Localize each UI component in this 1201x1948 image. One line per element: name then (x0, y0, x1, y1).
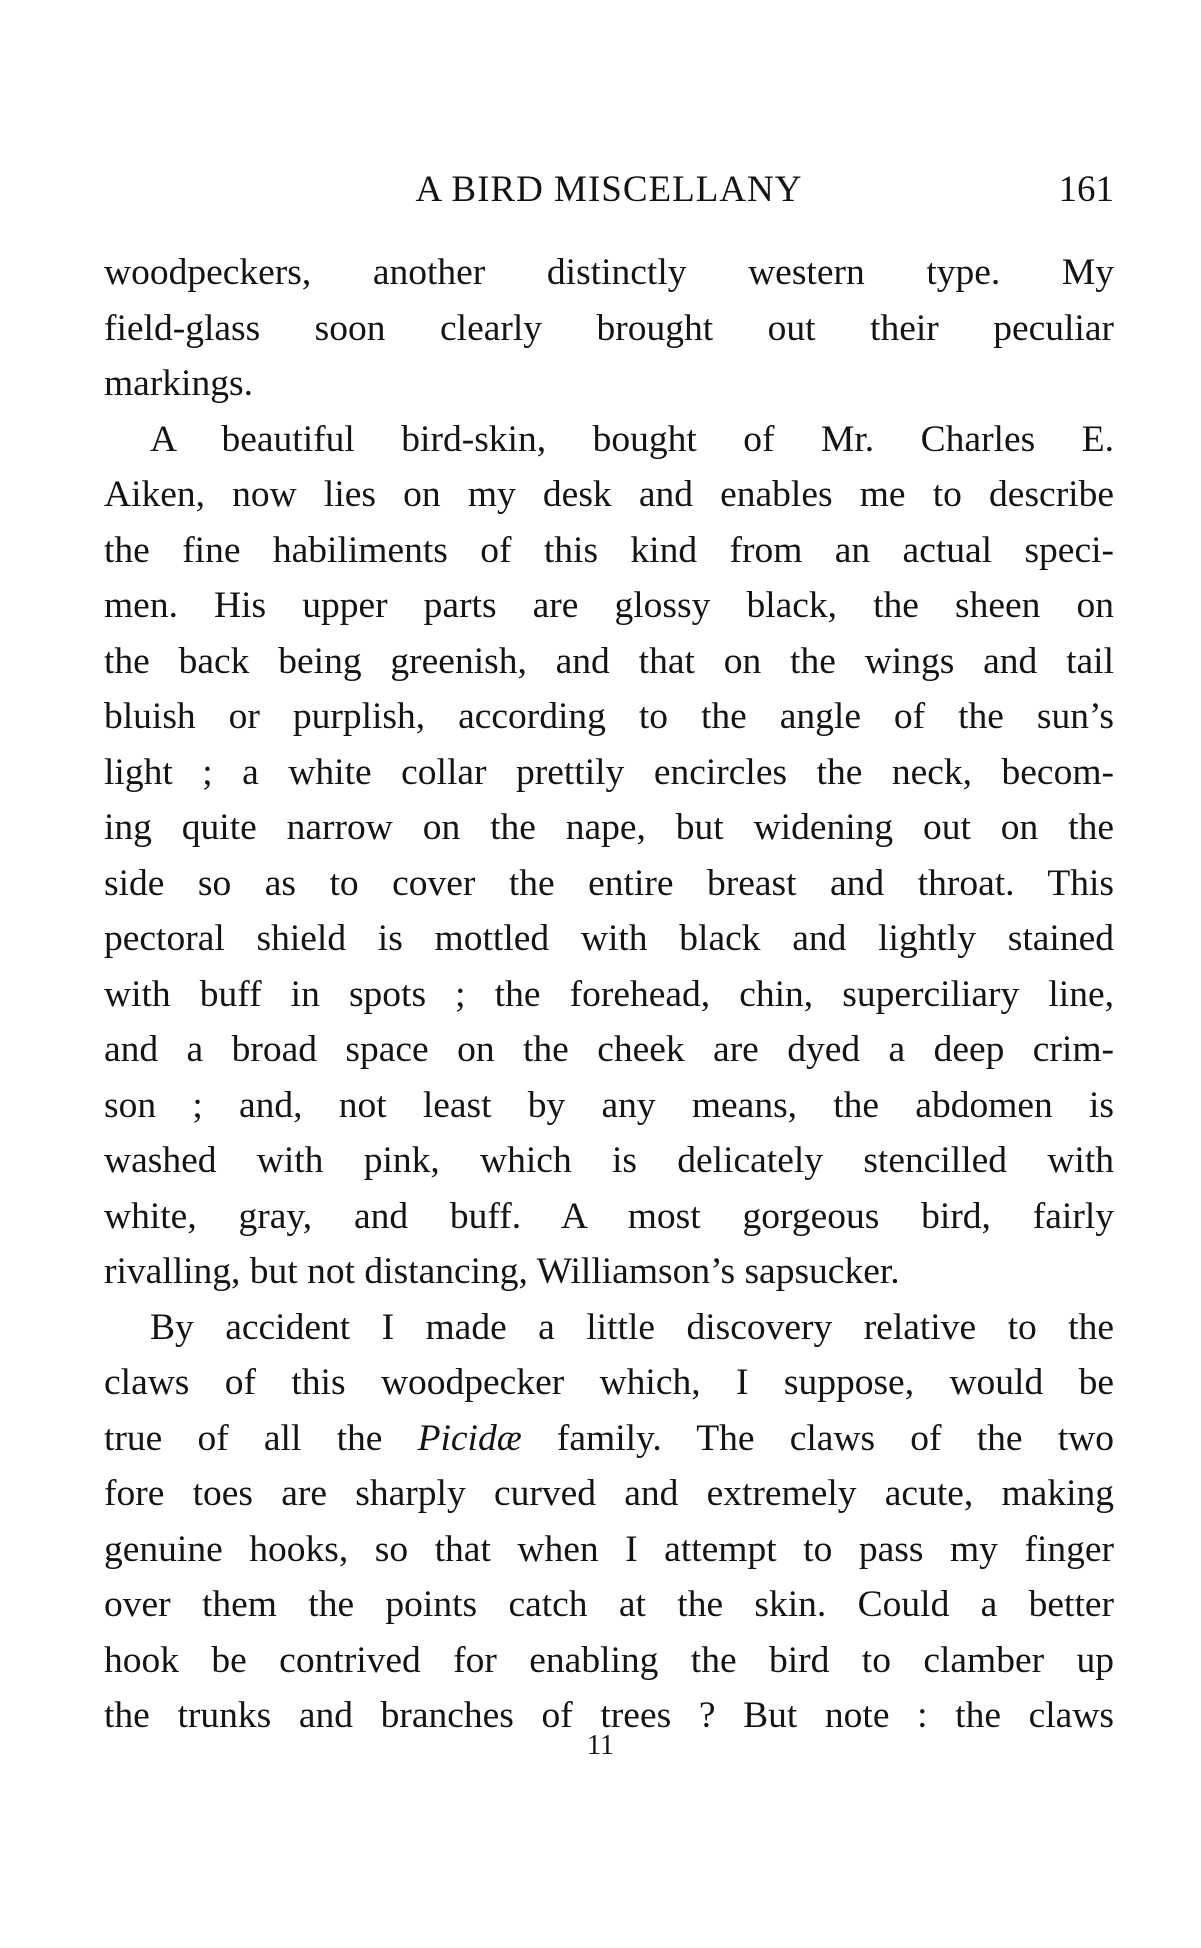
paragraph-start-line: By accident I made a little discovery relative to the (150, 1306, 1114, 1348)
page-number: 161 (1058, 169, 1114, 210)
text-line: pectoral shield is mottled with black and lightly stained (104, 918, 1114, 959)
italic-term: Picidæ (417, 1417, 522, 1459)
text-line: white, gray, and buff. A most gorgeous bird, fairly (104, 1195, 1114, 1237)
text-line: bluish or purplish, according to the angle of the sun’s (104, 696, 1114, 737)
text-run: family. The claws of the two (521, 1417, 1114, 1459)
text-line: son ; and, not least by any means, the abdomen is (104, 1084, 1114, 1126)
paragraph-start-line: A beautiful bird-skin, bought of Mr. Charles E. (150, 418, 1114, 460)
text-run: true of all the (104, 1417, 418, 1459)
body-text (104, 245, 1114, 1744)
text-line-with-italic (104, 1411, 1114, 1467)
text-line: light ; a white collar prettily encircles the neck, becom- (104, 751, 1114, 793)
text-line: the trunks and branches of trees ? But note : the claws (104, 1695, 1114, 1736)
text-line: side so as to cover the entire breast and throat. This (104, 862, 1114, 904)
text-line: and a broad space on the cheek are dyed a deep crim- (104, 1029, 1114, 1070)
text-line: ing quite narrow on the nape, but widening out on the (104, 807, 1114, 848)
text-line: woodpeckers, another distinctly western type. My (104, 252, 1114, 293)
text-line: rivalling, but not distancing, Williamson’s sapsucker. (104, 1251, 900, 1292)
text-line: genuine hooks, so that when I attempt to pass my finger (104, 1528, 1114, 1570)
text-line: field-glass soon clearly brought out their peculiar (104, 307, 1114, 349)
text-line: the back being greenish, and that on the wings and tail (104, 640, 1114, 682)
text-line: markings. (104, 363, 253, 404)
text-line: men. His upper parts are glossy black, the sheen on (104, 585, 1114, 626)
text-line: claws of this woodpecker which, I suppose, would be (104, 1362, 1114, 1403)
signature-mark: 11 (587, 1730, 614, 1761)
text-line: hook be contrived for enabling the bird to clamber up (104, 1639, 1114, 1681)
text-line: Aiken, now lies on my desk and enables me to describe (104, 474, 1114, 515)
text-line: the fine habiliments of this kind from an actual speci- (104, 529, 1114, 571)
text-line: over them the points catch at the skin. Could a better (104, 1584, 1114, 1625)
text-line: washed with pink, which is delicately stencilled with (104, 1140, 1114, 1181)
text-line: fore toes are sharply curved and extremely acute, making (104, 1473, 1114, 1514)
running-head (104, 165, 1114, 215)
text-line: with buff in spots ; the forehead, chin, superciliary line, (104, 973, 1114, 1015)
running-title: A BIRD MISCELLANY (415, 169, 803, 210)
